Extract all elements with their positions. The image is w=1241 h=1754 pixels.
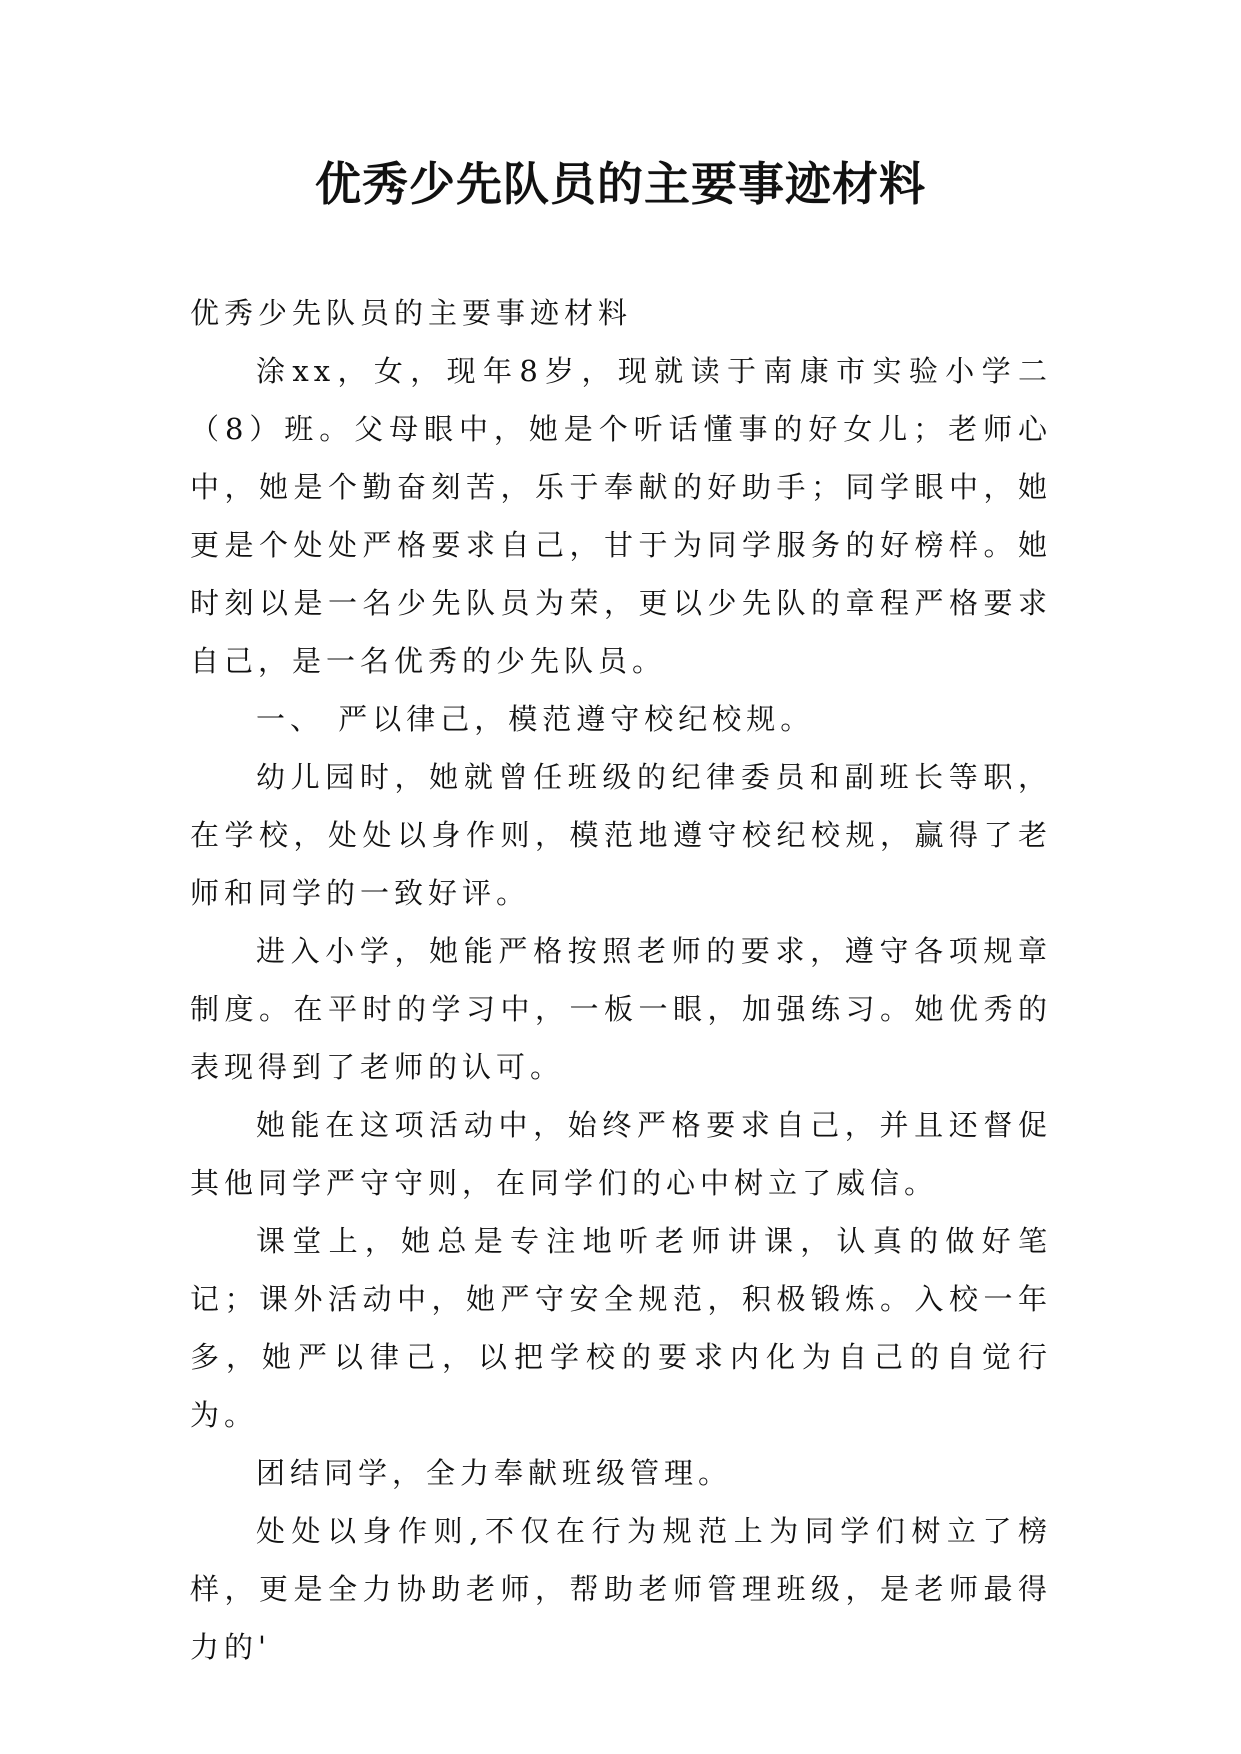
body-paragraph: 进入小学，她能严格按照老师的要求，遵守各项规章制度。在平时的学习中，一板一眼，加强练习。她优秀的表现得到了老师的认可。	[190, 934, 1052, 1084]
body-paragraph: 幼儿园时，她就曾任班级的纪律委员和副班长等职，在学校，处处以身作则，模范地遵守校纪校规，赢得了老师和同学的一致好评。	[190, 760, 1052, 910]
section-heading-2: 团结同学，全力奉献班级管理。	[256, 1456, 733, 1490]
document-title: 优秀少先队员的主要事迹材料	[315, 157, 926, 211]
document-body	[190, 284, 1052, 1676]
body-paragraph: 课堂上，她总是专注地听老师讲课，认真的做好笔记；课外活动中，她严守安全规范，积极锻炼。入校一年多，她严以律己，以把学校的要求内化为自己的自觉行为。	[190, 1224, 1052, 1432]
body-paragraph: 处处以身作则,不仅在行为规范上为同学们树立了榜样，更是全力协助老师，帮助老师管理班级，是老师最得力的'	[190, 1514, 1052, 1664]
section-heading-1: 一、 严以律己，模范遵守校纪校规。	[256, 702, 815, 736]
intro-paragraph: 涂xx，女，现年8岁，现就读于南康市实验小学二（8）班。父母眼中，她是个听话懂事的好女儿；老师心中，她是个勤奋刻苦，乐于奉献的好助手；同学眼中，她更是个处处严格要求自己，甘于为同学服务的好榜样。她时刻以是一名少先队员为荣，更以少先队的章程严格要求自己，是一名优秀的少先队员。	[190, 354, 1052, 678]
subtitle-paragraph: 优秀少先队员的主要事迹材料	[190, 296, 633, 330]
body-paragraph: 她能在这项活动中，始终严格要求自己，并且还督促其他同学严守守则，在同学们的心中树立了威信。	[190, 1108, 1052, 1200]
